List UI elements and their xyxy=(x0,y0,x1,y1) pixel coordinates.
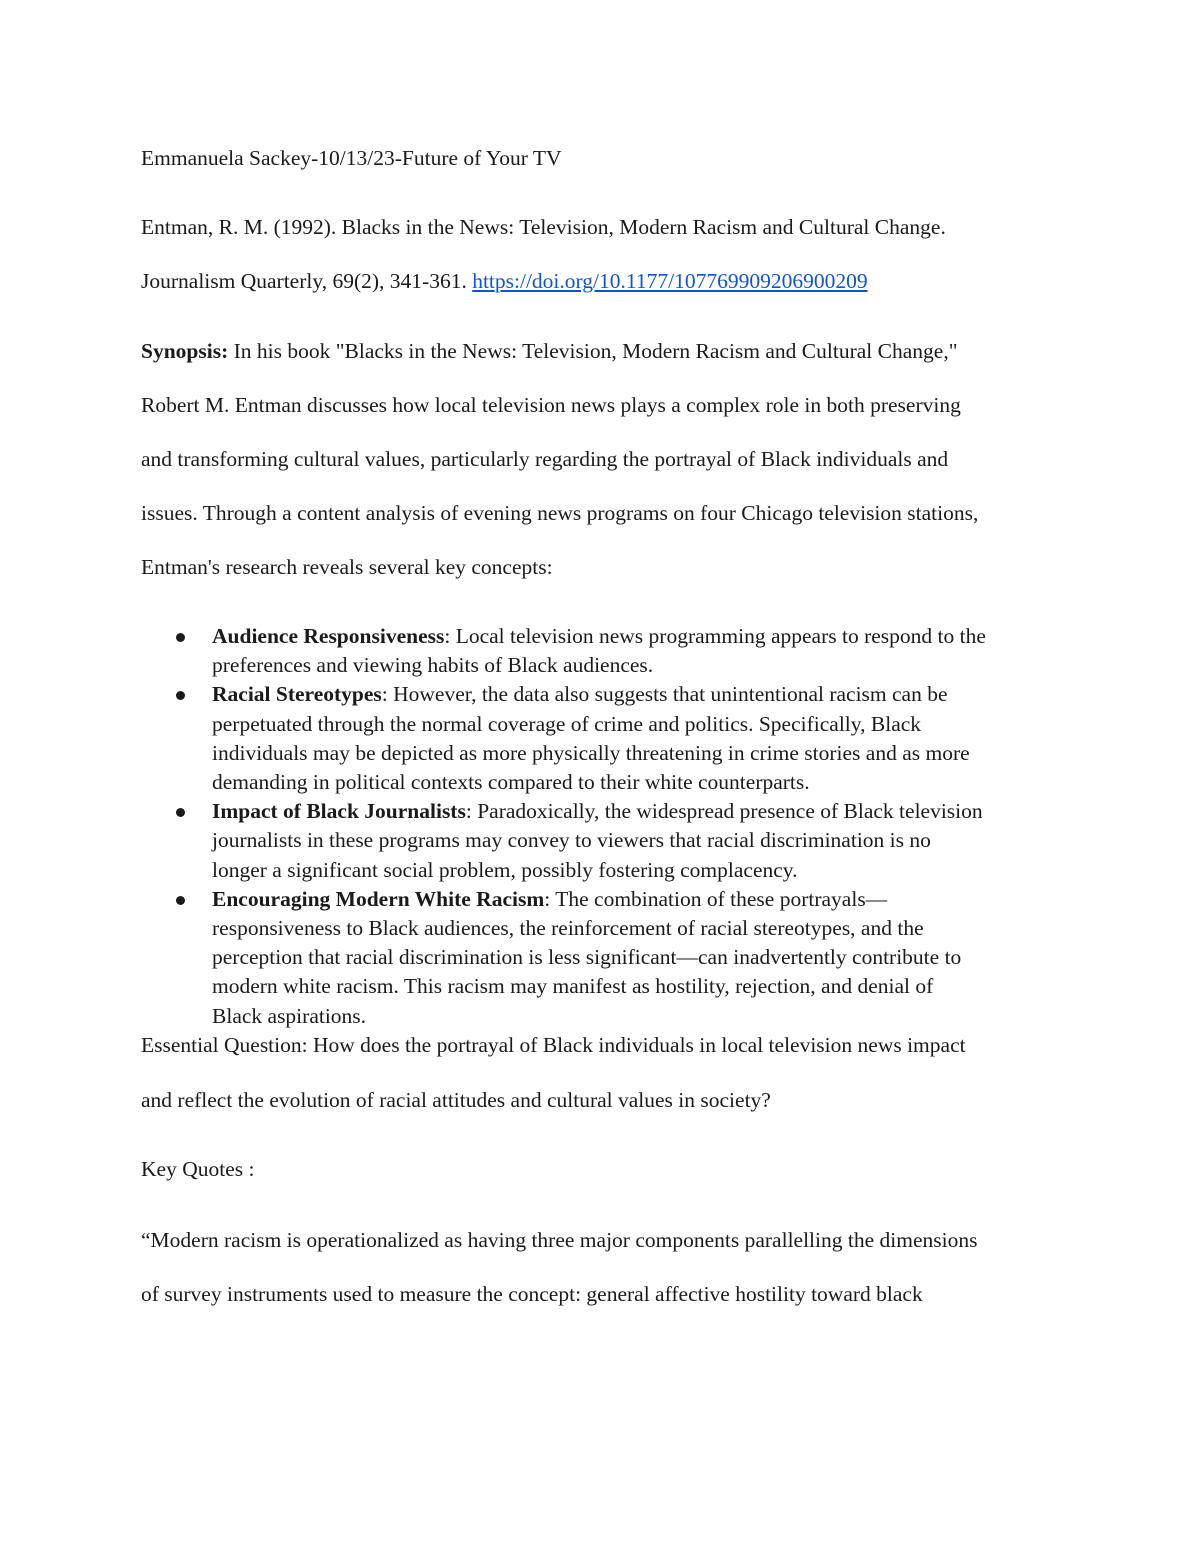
bullet-text: : However, the data also suggests that unintentional racism can be xyxy=(381,682,948,707)
bullet-line: demanding in political contexts compared to their white counterparts. xyxy=(212,770,810,795)
bullet-text: : Paradoxically, the widespread presence of Black television xyxy=(465,799,983,824)
key-quotes-label: Key Quotes : xyxy=(141,1157,255,1181)
synopsis-line-4: issues. Through a content analysis of evening news programs on four Chicago television stations, xyxy=(141,501,979,525)
citation-line-1: Entman, R. M. (1992). Blacks in the News: Television, Modern Racism and Cultural Change. xyxy=(141,215,946,239)
bullet-line: responsiveness to Black audiences, the reinforcement of racial stereotypes, and the xyxy=(212,916,924,941)
bullet-line xyxy=(212,680,1081,709)
list-item xyxy=(141,622,1081,680)
title-line: Emmanuela Sackey-10/13/23-Future of Your TV xyxy=(141,146,562,170)
bullet-term: Audience Responsiveness xyxy=(212,624,445,648)
bullet-line xyxy=(212,622,1081,651)
bullet-dot-icon xyxy=(176,808,185,817)
bullet-line: individuals may be depicted as more physically threatening in crime stories and as more xyxy=(212,740,970,765)
bullet-line: modern white racism. This racism may manifest as hostility, rejection, and denial of xyxy=(212,974,934,999)
quote-line-1: “Modern racism is operationalized as having three major components parallelling the dimensions xyxy=(141,1228,978,1252)
bullet-line: preferences and viewing habits of Black audiences. xyxy=(212,653,654,678)
bullet-dot-icon xyxy=(176,691,185,700)
list-item xyxy=(141,885,1081,1031)
synopsis-line-2: Robert M. Entman discusses how local television news plays a complex role in both preserving xyxy=(141,393,961,417)
quote-line-2: of survey instruments used to measure the concept: general affective hostility toward black xyxy=(141,1282,923,1306)
synopsis-line-1 xyxy=(141,337,957,365)
synopsis-label: Synopsis: xyxy=(141,339,234,363)
bullet-line xyxy=(212,885,1081,914)
bullet-term: Encouraging Modern White Racism xyxy=(212,886,545,911)
bullet-term: Impact of Black Journalists xyxy=(212,799,466,824)
bullet-line: Black aspirations. xyxy=(212,1003,367,1028)
doi-link[interactable]: https://doi.org/10.1177/107769909206900209 xyxy=(472,269,868,293)
synopsis-line-3: and transforming cultural values, particularly regarding the portrayal of Black individuals and xyxy=(141,447,949,471)
bullet-dot-icon xyxy=(176,896,185,905)
bullet-line: perception that racial discrimination is less significant—can inadvertently contribute to xyxy=(212,945,962,970)
synopsis-line-5: Entman's research reveals several key concepts: xyxy=(141,555,553,579)
citation-line-2 xyxy=(141,267,868,295)
bullet-line: perpetuated through the normal coverage of crime and politics. Specifically, Black xyxy=(212,711,922,736)
list-item xyxy=(141,680,1081,797)
key-concepts-list xyxy=(141,622,1081,1031)
citation-journal: Journalism Quarterly, 69(2), 341-361. xyxy=(141,269,473,293)
essential-question-line-1: Essential Question: How does the portrayal of Black individuals in local television news impact xyxy=(141,1033,966,1057)
essential-question-line-2: and reflect the evolution of racial attitudes and cultural values in society? xyxy=(141,1088,771,1112)
bullet-term: Racial Stereotypes xyxy=(212,682,382,707)
bullet-line xyxy=(212,797,1081,826)
list-item xyxy=(141,797,1081,885)
bullet-dot-icon xyxy=(176,633,185,642)
bullet-text: : Local television news programming appears to respond to the xyxy=(444,624,986,648)
synopsis-text: In his book "Blacks in the News: Television, Modern Racism and Cultural Change," xyxy=(233,339,958,363)
bullet-line: longer a significant social problem, possibly fostering complacency. xyxy=(212,857,798,882)
bullet-line: journalists in these programs may convey to viewers that racial discrimination is no xyxy=(212,828,931,853)
bullet-text: : The combination of these portrayals— xyxy=(544,886,888,911)
